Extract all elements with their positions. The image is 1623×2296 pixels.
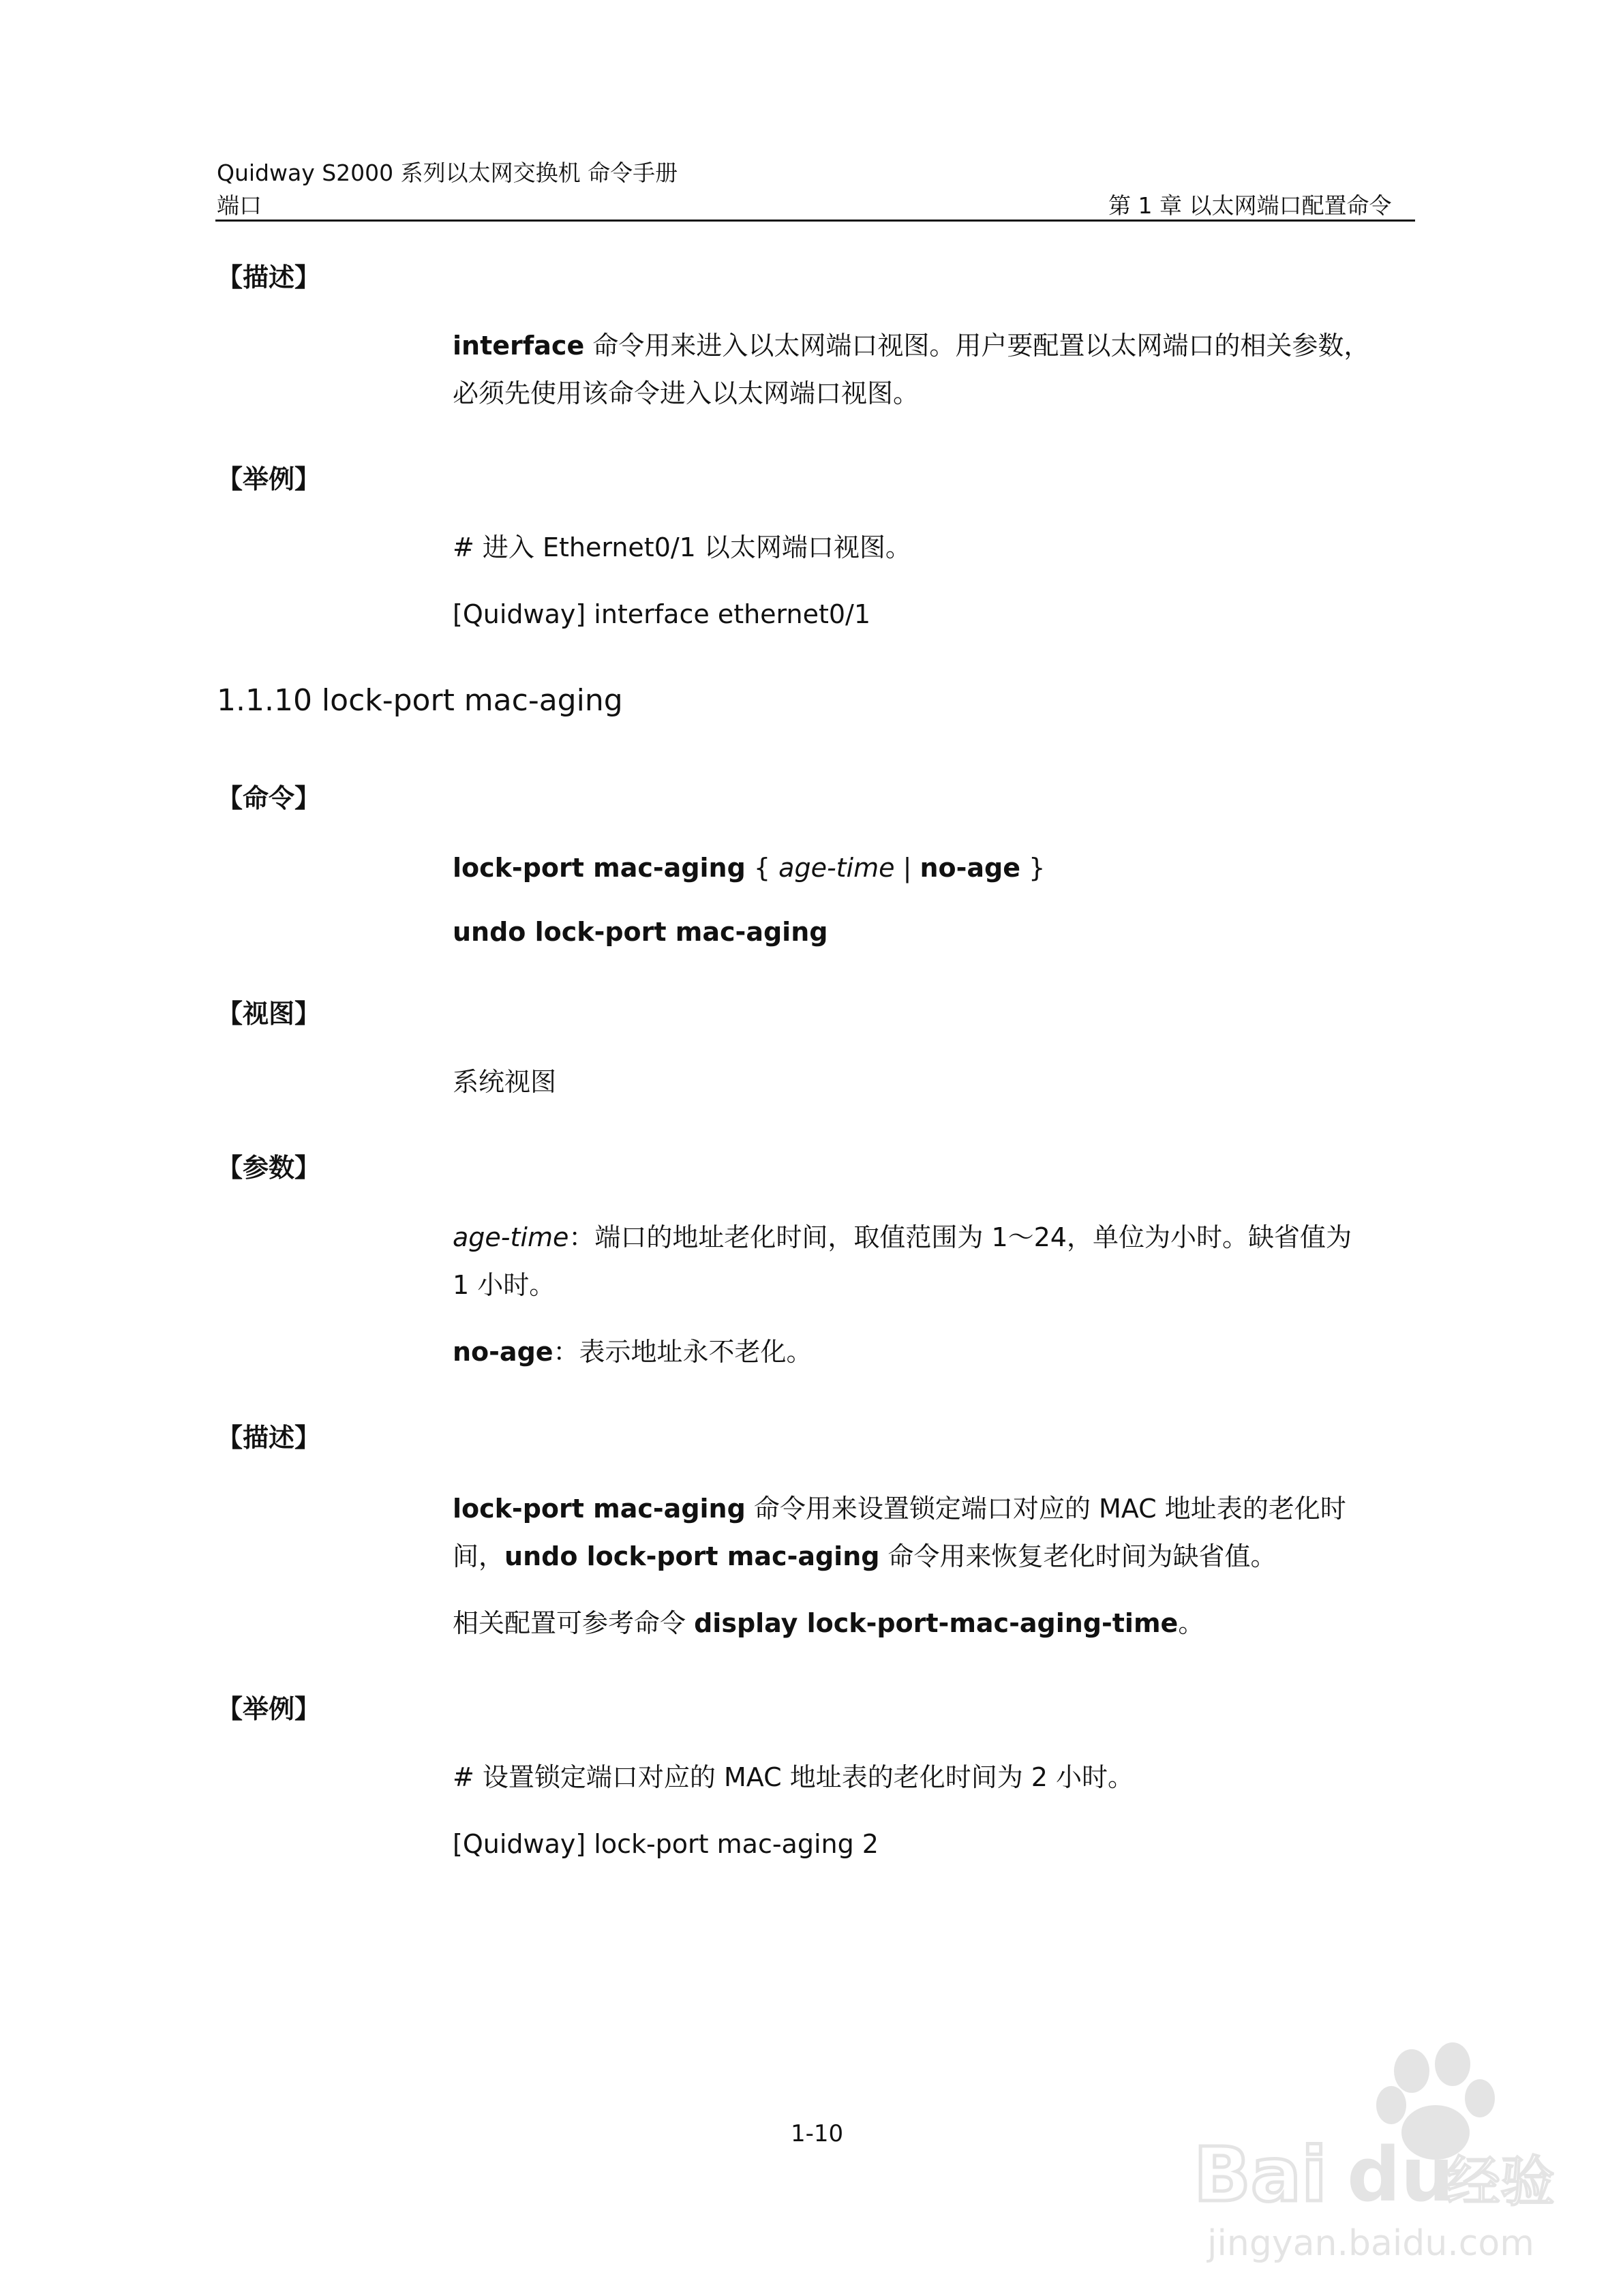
section-heading-view: 【视图】 [217,999,321,1029]
header-rule [215,220,1415,222]
description-line-2: 必须先使用该命令进入以太网端口视图。 [453,378,920,408]
syntax-brace-open: { [745,853,779,883]
description-text: 命令用来进入以太网端口视图。用户要配置以太网端口的相关参数， [584,331,1370,361]
description2-text-3: 命令用来恢复老化时间为缺省值。 [879,1541,1277,1571]
page-number: 1-10 [791,2120,844,2147]
param-age-time: age-time [778,853,895,883]
undo-command: undo lock-port mac-aging [453,917,828,947]
watermark-brand: Bai [1194,2131,1327,2218]
header-title: Quidway S2000 系列以太网交换机 命令手册 [217,160,678,186]
description2-cmd: lock-port mac-aging [453,1494,746,1524]
param-age-time-line-1 [453,1213,1352,1261]
description2-line-2 [453,1532,1277,1580]
syntax-brace-close: } [1020,853,1046,883]
description2-text-4: 相关配置可参考命令 [453,1608,695,1638]
syntax-pipe: | [894,853,920,883]
header-section: 端口 [217,192,262,219]
command-syntax-line-1 [453,844,1045,892]
description2-line-3 [453,1599,1204,1647]
description2-text-2: 间， [453,1541,505,1571]
example2-command: [Quidway] lock-port mac-aging 2 [453,1829,879,1859]
baidu-watermark [1187,2037,1568,2269]
section-heading-example-2: 【举例】 [217,1694,321,1724]
description2-line-1 [453,1485,1346,1532]
param-desc-age-time: ：端口的地址老化时间，取值范围为 1～24，单位为小时。缺省值为 [568,1222,1352,1252]
command-name: lock-port mac-aging [453,853,746,883]
command-syntax-line-2 [453,908,828,956]
description2-undo-cmd: undo lock-port mac-aging [504,1541,880,1571]
param-age-time-line-2: 1 小时。 [453,1270,556,1300]
description2-text: 命令用来设置锁定端口对应的 MAC 地址表的老化时 [745,1494,1346,1524]
description2-period: 。 [1178,1608,1204,1638]
param-no-age-line [453,1328,813,1376]
paw-icon [1187,2037,1568,2269]
watermark-cn: 经验 [1446,2150,1555,2214]
section-heading-description: 【描述】 [217,262,321,292]
section-heading-example: 【举例】 [217,464,321,494]
header-chapter: 第 1 章 以太网端口配置命令 [1108,192,1392,219]
description2-display-cmd: display lock-port-mac-aging-time [694,1608,1179,1638]
watermark-url: jingyan.baidu.com [1207,2223,1534,2264]
description-line-1 [453,322,1369,369]
section-heading-parameters: 【参数】 [217,1153,321,1183]
example2-comment: # 设置锁定端口对应的 MAC 地址表的老化时间为 2 小时。 [453,1762,1134,1792]
section-heading-description-2: 【描述】 [217,1423,321,1453]
example-comment: # 进入 Ethernet0/1 以太网端口视图。 [453,532,911,562]
param-name-no-age: no-age [453,1337,553,1367]
view-text: 系统视图 [453,1067,557,1097]
example-command: [Quidway] interface ethernet0/1 [453,599,871,629]
watermark-brand-2: du [1347,2131,1455,2218]
param-desc-no-age: ：表示地址永不老化。 [553,1337,813,1367]
param-no-age: no-age [920,853,1021,883]
param-name-age-time: age-time [453,1222,569,1252]
section-title: 1.1.10 lock-port mac-aging [217,683,623,718]
section-heading-command: 【命令】 [217,783,321,813]
command-keyword: interface [453,331,585,361]
